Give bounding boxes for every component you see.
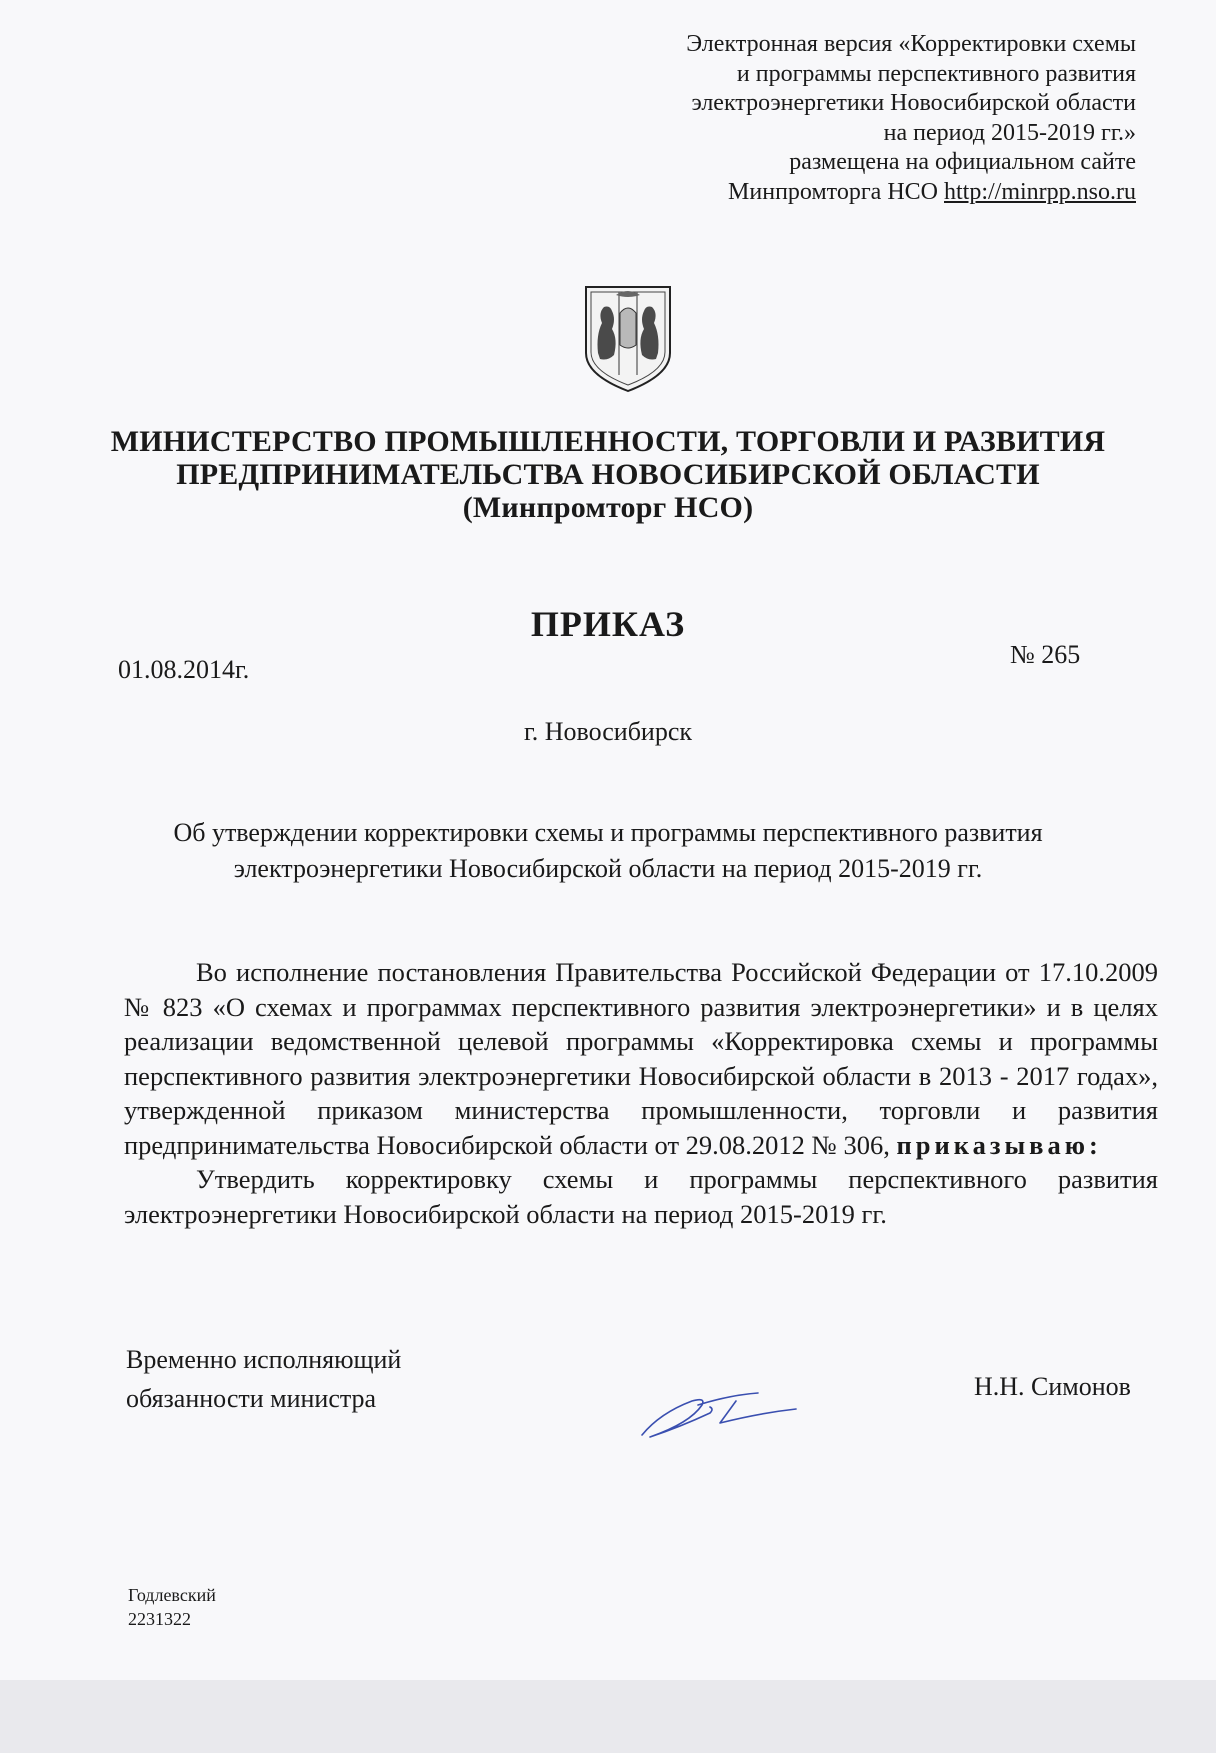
subject-line2: электроэнергетики Новосибирской области на период 2015-2019 гг. — [233, 854, 983, 883]
ministry-website-link[interactable]: http://minrpp.nso.ru — [944, 178, 1136, 205]
note-line: размещена на официальном сайте — [789, 149, 1136, 175]
order-city: г. Новосибирск — [523, 717, 693, 746]
ministry-name-line1: МИНИСТЕРСТВО ПРОМЫШЛЕННОСТИ, ТОРГОВЛИ И РАЗВИТИЯ — [110, 425, 1106, 458]
signer-name: Н.Н. Симонов — [974, 1372, 1131, 1401]
order-subject — [120, 815, 1096, 887]
signer-position-line1: Временно исполняющий — [126, 1345, 402, 1374]
ministry-abbreviation: (Минпромторг НСО) — [462, 491, 754, 524]
body-paragraph-decision: Утвердить корректировку схемы и программы перспективного развития электроэнергетики Новосибирской области на период 2015-2019 гг. — [124, 1164, 1158, 1229]
signer-position-line2: обязанности министра — [126, 1384, 377, 1413]
executor-phone: 2231322 — [128, 1609, 191, 1629]
note-site-owner: Минпромторга НСО — [728, 178, 944, 205]
preamble-text: Во исполнение постановления Правительства Российской Федерации от 17.10.2009 № 823 «О схемах и программах перспективного развития электроэнергетики» и в целях реализации ведомственной целевой программы «Корректировка схемы и программы перспективного развития электроэнергетики Новосибирской области в 2013 - 2017 годах», утвержденной приказом министерства промышленности, торговли и развития предпринимательства Новосибирской области от 29.08.2012 № 306, — [124, 957, 1158, 1160]
order-number: № 265 — [1010, 640, 1081, 669]
note-line: электроэнергетики Новосибирской области — [691, 90, 1136, 116]
order-body — [124, 955, 1158, 1231]
handwritten-signature — [640, 1383, 800, 1441]
executor-name: Годлевский — [128, 1585, 216, 1605]
executor-info — [128, 1583, 216, 1631]
ministry-name-line2: ПРЕДПРИНИМАТЕЛЬСТВА НОВОСИБИРСКОЙ ОБЛАСТИ — [176, 458, 1040, 491]
subject-line1: Об утверждении корректировки схемы и программы перспективного развития — [173, 818, 1043, 847]
electronic-version-note — [576, 30, 1136, 207]
ministry-heading — [60, 425, 1156, 524]
order-date: 01.08.2014г. — [118, 655, 250, 684]
signer-position — [126, 1340, 401, 1418]
note-line: на период 2015-2019 гг.» — [883, 119, 1136, 146]
order-title: ПРИКАЗ — [530, 604, 686, 644]
coat-of-arms-icon — [582, 283, 674, 395]
order-directive: приказываю: — [896, 1129, 1102, 1160]
body-paragraph-preamble — [124, 955, 1158, 1162]
note-line: Электронная версия «Корректировки схемы — [686, 31, 1136, 57]
note-line: и программы перспективного развития — [736, 60, 1136, 87]
note-line — [576, 178, 1136, 208]
